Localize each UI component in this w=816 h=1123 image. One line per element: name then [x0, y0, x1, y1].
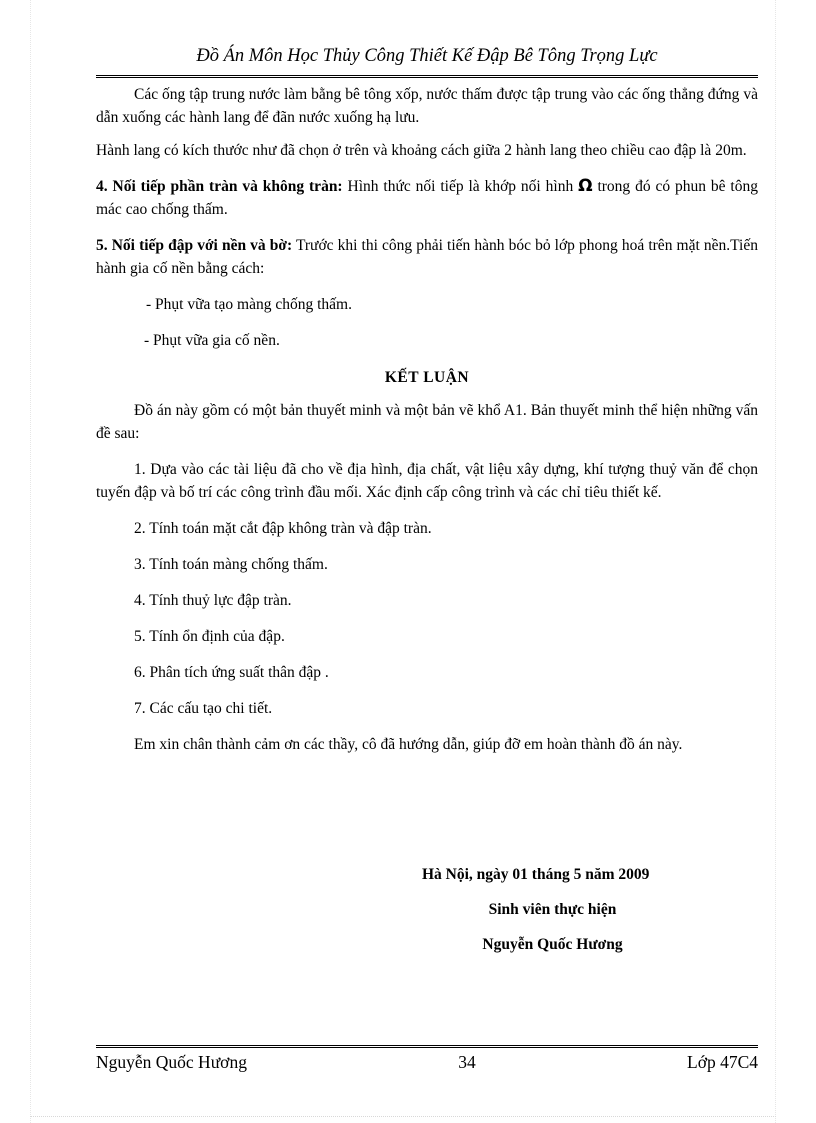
paragraph-gallery-spacing: Hành lang có kích thước như đã chọn ở trên và khoảng cách giữa 2 hành lang theo chiều cao đập là 20m.: [96, 142, 747, 159]
conclusion-intro: Đồ án này gồm có một bản thuyết minh và một bản vẽ khổ A1. Bản thuyết minh thể hiện những vấn đề sau:: [96, 402, 758, 442]
conclusion-item-4: 4. Tính thuỷ lực đập tràn.: [134, 592, 292, 609]
conclusion-thanks: Em xin chân thành cảm ơn các thầy, cô đã hướng dẫn, giúp đỡ em hoàn thành đồ án này.: [134, 736, 683, 753]
section-5-item-1: - Phụt vữa tạo màng chống thấm.: [146, 296, 352, 313]
page-header-title: Đồ Án Môn Học Thủy Công Thiết Kế Đập Bê Tông Trọng Lực: [196, 46, 658, 66]
conclusion-item-1: 1. Dựa vào các tài liệu đã cho về địa hình, địa chất, vật liệu xây dựng, khí tượng thuỷ văn để chọn tuyến đập và bố trí các công trình đầu mối. Xác định cấp công trình và các chỉ tiêu thiết kế.: [96, 461, 758, 501]
conclusion-item-3: 3. Tính toán màng chống thấm.: [134, 556, 328, 573]
section-5-text: Trước khi thi công phải tiến hành bóc bỏ lớp phong hoá trên mặt nền.Tiến hành gia cố nền bằng cách:: [96, 237, 758, 277]
section-5-paragraph: [96, 234, 758, 280]
paragraph-drainage-pipes: Các ống tập trung nước làm bằng bê tông xốp, nước thấm được tập trung vào các ống thẳng đứng và dẫn xuống các hành lang để đãn nước xuống hạ lưu.: [96, 86, 758, 126]
signature-role: Sinh viên thực hiện: [488, 901, 617, 918]
section-4-heading: 4. Nối tiếp phần tràn và không tràn:: [96, 178, 343, 195]
section-4-paragraph: [96, 175, 758, 221]
signature-place-date: Hà Nội, ngày 01 tháng 5 năm 2009: [422, 866, 650, 883]
section-5-heading: 5. Nối tiếp đập với nền và bờ:: [96, 237, 293, 254]
footer-double-rule: [96, 1045, 758, 1049]
page-bottom-border: [30, 1116, 776, 1117]
document-body: [96, 83, 758, 756]
header-double-rule: [96, 75, 758, 79]
conclusion-heading: KẾT LUẬN: [384, 369, 470, 386]
conclusion-item-7: 7. Các cấu tạo chi tiết.: [134, 700, 273, 717]
section-4-text-before: Hình thức nối tiếp là khớp nối hình: [342, 178, 579, 195]
conclusion-item-5: 5. Tính ổn định của đập.: [134, 628, 285, 645]
section-4-text-after: trong đó có phun bê tông mác cao chống thấm.: [96, 178, 758, 218]
signature-block: [380, 857, 725, 962]
page-footer: [96, 1052, 758, 1073]
section-5-item-2: - Phụt vữa gia cố nền.: [144, 332, 280, 349]
conclusion-item-6: 6. Phân tích ứng suất thân đập .: [134, 664, 329, 681]
footer-author: Nguyễn Quốc Hương: [96, 1052, 247, 1072]
omega-symbol: Ω: [578, 176, 593, 196]
conclusion-item-2: 2. Tính toán mặt cắt đập không tràn và đập tràn.: [134, 520, 432, 537]
footer-class: Lớp 47C4: [687, 1052, 758, 1072]
signature-name: Nguyễn Quốc Hương: [482, 936, 623, 953]
footer-page-number: 34: [458, 1052, 476, 1072]
